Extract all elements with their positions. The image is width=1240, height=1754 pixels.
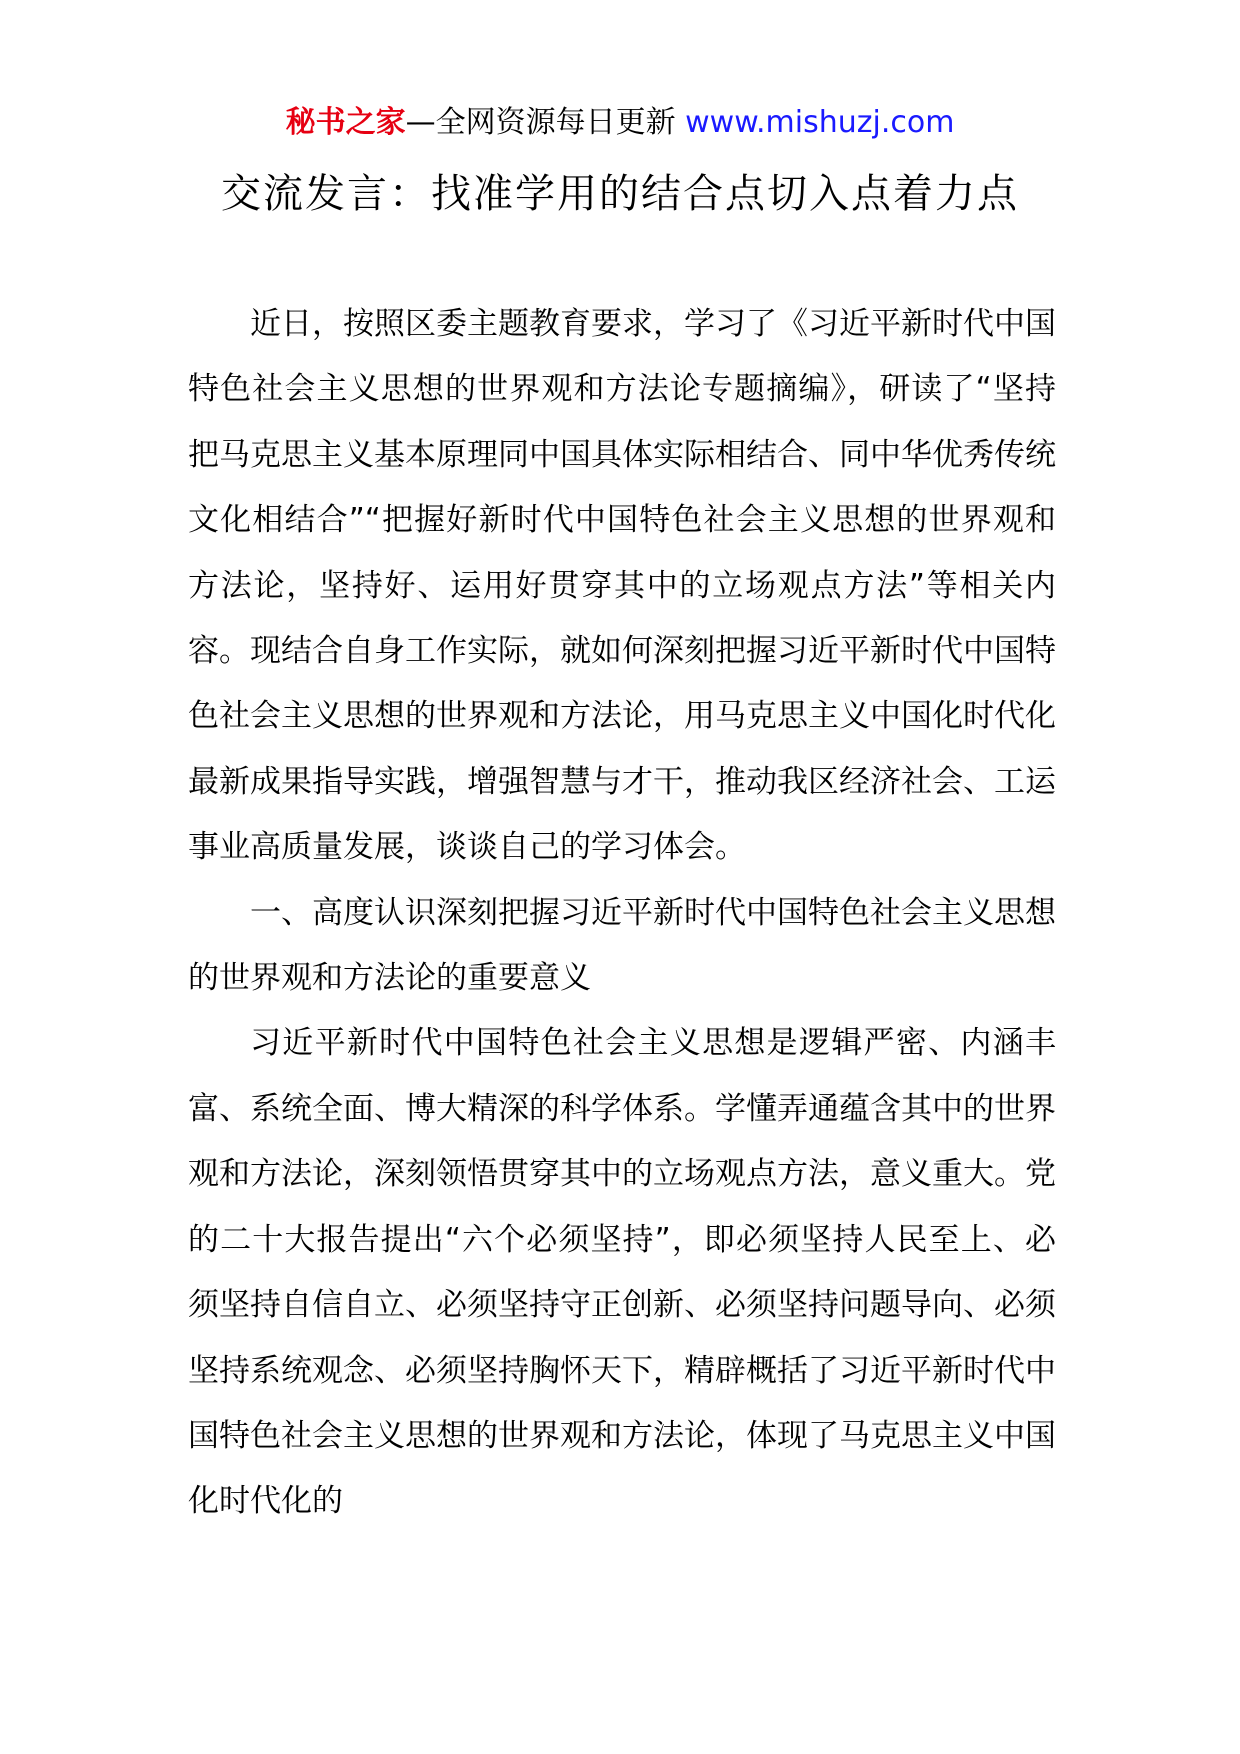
document-body — [188, 292, 1056, 1535]
brand-name: 秘书之家 — [285, 105, 406, 140]
section-heading-1: 一、高度认识深刻把握习近平新时代中国特色社会主义思想的世界观和方法论的重要意义 — [188, 894, 1056, 997]
page-title: 交流发言：找准学用的结合点切入点着力点 — [221, 171, 1019, 217]
site-header — [0, 103, 1240, 143]
paragraph-section-1: 习近平新时代中国特色社会主义思想是逻辑严密、内涵丰富、系统全面、博大精深的科学体系。学懂弄通蕴含其中的世界观和方法论，深刻领悟贯穿其中的立场观点方法，意义重大。党的二十大报告提出“六个必须坚持”，即必须坚持人民至上、必须坚持自信自立、必须坚持守正创新、必须坚持问题导向、必须坚持系统观念、必须坚持胸怀天下，精辟概括了习近平新时代中国特色社会主义思想的世界观和方法论，体现了马克思主义中国化时代化的 — [188, 1025, 1056, 1520]
paragraph-intro: 近日，按照区委主题教育要求，学习了《习近平新时代中国特色社会主义思想的世界观和方法论专题摘编》，研读了“坚持把马克思主义基本原理同中国具体实际相结合、同中华优秀传统文化相结合”“把握好新时代中国特色社会主义思想的世界观和方法论，坚持好、运用好贯穿其中的立场观点方法”等相关内容。现结合自身工作实际，就如何深刻把握习近平新时代中国特色社会主义思想的世界观和方法论，用马克思主义中国化时代化最新成果指导实践，增强智慧与才干，推动我区经济社会、工运事业高质量发展，谈谈自己的学习体会。 — [188, 306, 1056, 866]
site-url[interactable]: www.mishuzj.com — [685, 105, 955, 140]
site-slogan: —全网资源每日更新 — [405, 105, 676, 140]
